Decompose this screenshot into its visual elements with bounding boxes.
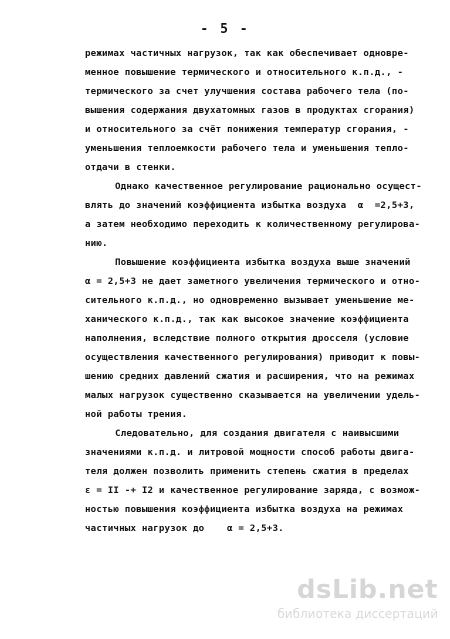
text-line: малых нагрузок существенно сказывается на увеличении удель-: [85, 390, 421, 401]
text-line: нию.: [85, 238, 108, 249]
text-line: режимах частичных нагрузок, так как обеспечивает одновре-: [85, 48, 409, 59]
text-line: и относительного за счёт понижения температур сгорания, -: [85, 124, 409, 135]
text-line: значениями к.п.д. и литровой мощности способ работы двига-: [85, 447, 415, 458]
text-line: шению средних давлений сжатия и расширения, что на режимах: [85, 371, 415, 382]
text-line: термического за счет улучшения состава рабочего тела (по-: [85, 86, 409, 97]
watermark: [208, 575, 438, 625]
text-line: влять до значений коэффициента избытка воздуха α =2,5+3,: [85, 200, 415, 211]
paragraph-first-line: Однако качественное регулирование рационально осущест-: [115, 181, 422, 192]
text-line: уменьшения теплоемкости рабочего тела и уменьшения тепло-: [85, 143, 409, 154]
text-line: а затем необходимо переходить к количественному регулирова-: [85, 219, 421, 230]
paragraph-first-line: Следовательно, для создания двигателя с наивысшими: [115, 428, 400, 439]
page-number: - 5 -: [200, 22, 250, 37]
text-line: осуществления качественного регулирования) приводит к повы-: [85, 352, 421, 363]
text-line: менное повышение термического и относительного к.п.д., -: [85, 67, 404, 78]
text-line: частичных нагрузок до α = 2,5+3.: [85, 523, 284, 534]
watermark-subtitle: библиотека диссертаций: [277, 607, 438, 621]
text-line: теля должен позволить применить степень сжатия в пределах: [85, 466, 409, 477]
text-line: ε = II -+ I2 и качественное регулирование заряда, с возмож-: [85, 485, 421, 496]
watermark-logo: dsLib.net: [296, 575, 438, 605]
text-line: ной работы трения.: [85, 409, 188, 420]
text-line: сительного к.п.д., но одновременно вызывает уменьшение ме-: [85, 295, 415, 306]
text-line: вышения содержания двухатомных газов в продуктах сгорания): [85, 105, 415, 116]
text-line: ностью повышения коэффициента избытка воздуха на режимах: [85, 504, 404, 515]
paragraph-first-line: Повышение коэффициента избытка воздуха выше значений: [115, 257, 411, 268]
text-line: ханического к.п.д., так как высокое значение коэффициента: [85, 314, 409, 325]
text-line: α = 2,5+3 не дает заметного увеличения термического и отно-: [85, 276, 421, 287]
text-line: наполнения, вследствие полного открытия дросселя (условие: [85, 333, 409, 344]
text-line: отдачи в стенки.: [85, 162, 176, 173]
